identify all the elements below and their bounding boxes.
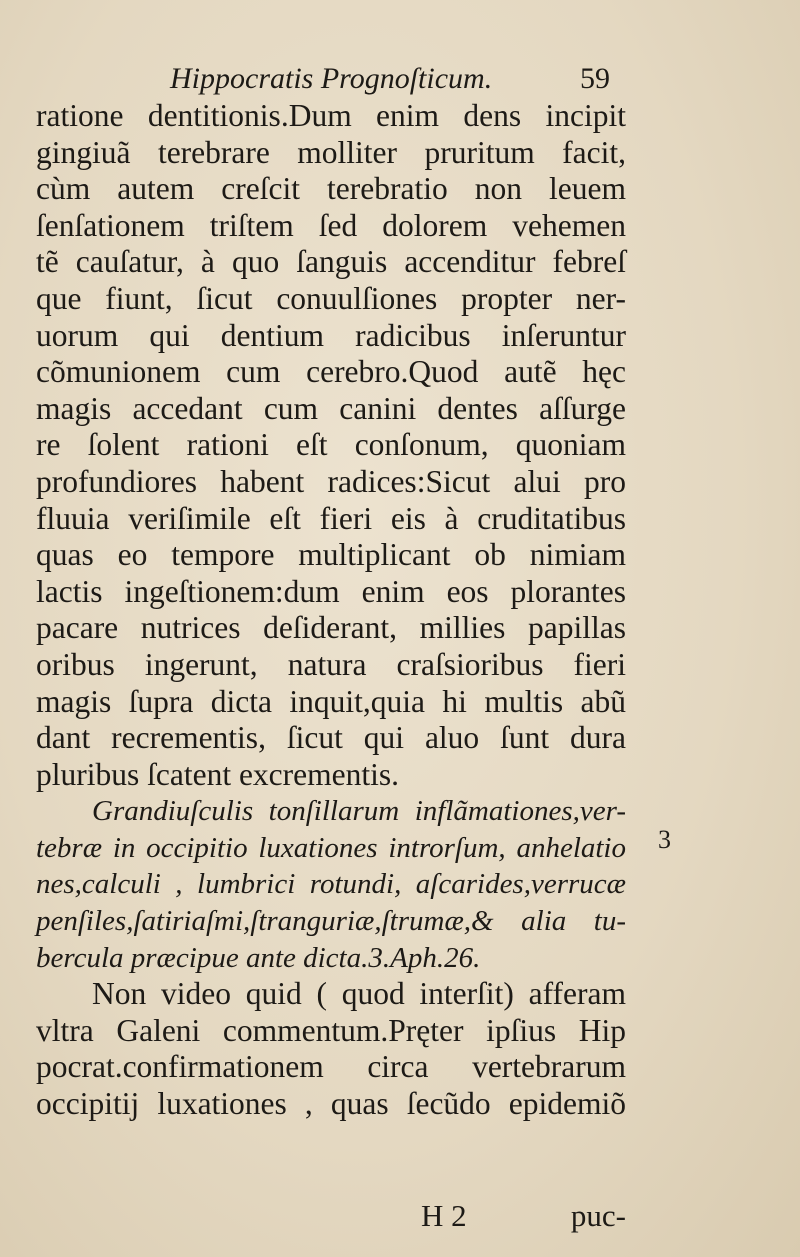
text-line: ſenſationem triſtem ſed dolorem vehemen <box>36 207 626 243</box>
text-line: profundiores habent radices:Sicut alui pro <box>36 463 626 499</box>
text-line: ratione dentitionis.Dum enim dens incipit <box>36 98 626 133</box>
commentary-line: occipitij luxationes , quas ſecũdo epidemiõ <box>36 1086 626 1122</box>
text-line: uorum qui dentium radicibus inſeruntur <box>36 317 626 353</box>
text-line: re ſolent rationi eſt conſonum, quoniam <box>36 427 626 463</box>
text-line: que fiunt, ſicut conuulſiones propter ner- <box>36 280 626 316</box>
text-line: pacare nutrices deſiderant, millies papillas <box>36 610 626 646</box>
signature-mark: H 2 <box>421 1198 467 1233</box>
aphorism-line: tebræ in occipitio luxationes introrſum, anhelatio <box>36 831 626 864</box>
text-line: tẽ cauſatur, à quo ſanguis accenditur febreſ <box>36 244 626 280</box>
text-line: magis accedant cum canini dentes aſſurge <box>36 390 626 426</box>
text-line: oribus ingerunt, natura craſsioribus fieri <box>36 646 626 682</box>
body-text <box>36 98 626 1123</box>
text-line: quas eo tempore multiplicant ob nimiam <box>36 537 626 573</box>
page-footer <box>36 1198 626 1238</box>
margin-note: 3 <box>658 825 671 854</box>
aphorism-line: penſiles,ſatiriaſmi,ſtranguriæ,ſtrumæ,& alia tu- <box>36 905 626 938</box>
commentary-line: pocrat.confirmationem circa vertebrarum <box>36 1049 626 1085</box>
text-line: cùm autem creſcit terebratio non leuem <box>36 171 626 207</box>
commentary-line: Non video quid ( quod interſit) afferam <box>92 976 626 1012</box>
aphorism-line: nes,calculi , lumbrici rotundi, aſcarides,verrucæ <box>36 868 626 901</box>
catchword: puc- <box>570 1198 626 1233</box>
text-line: pluribus ſcatent excrementis. <box>36 756 400 792</box>
text-line: lactis ingeſtionem:dum enim eos plorantes <box>36 573 626 609</box>
running-title: Hippocratis Prognoſticum. <box>170 62 493 95</box>
commentary-line: vltra Galeni commentum.Pręter ipſius Hip <box>36 1012 626 1048</box>
page-number: 59 <box>580 62 610 95</box>
text-line: fluuia veriſimile eſt fieri eis à cruditatibus <box>36 500 626 536</box>
text-line: dant recrementis, ſicut qui aluo ſunt dura <box>36 720 626 756</box>
text-line: cõmunionem cum cerebro.Quod autẽ hęc <box>36 354 626 390</box>
aphorism-line: bercula præcipue ante dicta.3.Aph.26. <box>36 941 481 974</box>
aphorism-line: Grandiuſculis tonſillarum inflãmationes,ver- <box>92 795 626 828</box>
page-header <box>170 62 610 102</box>
text-line: gingiuã terebrare molliter pruritum facit, <box>36 134 626 170</box>
text-line: magis ſupra dicta inquit,quia hi multis abũ <box>36 683 626 719</box>
